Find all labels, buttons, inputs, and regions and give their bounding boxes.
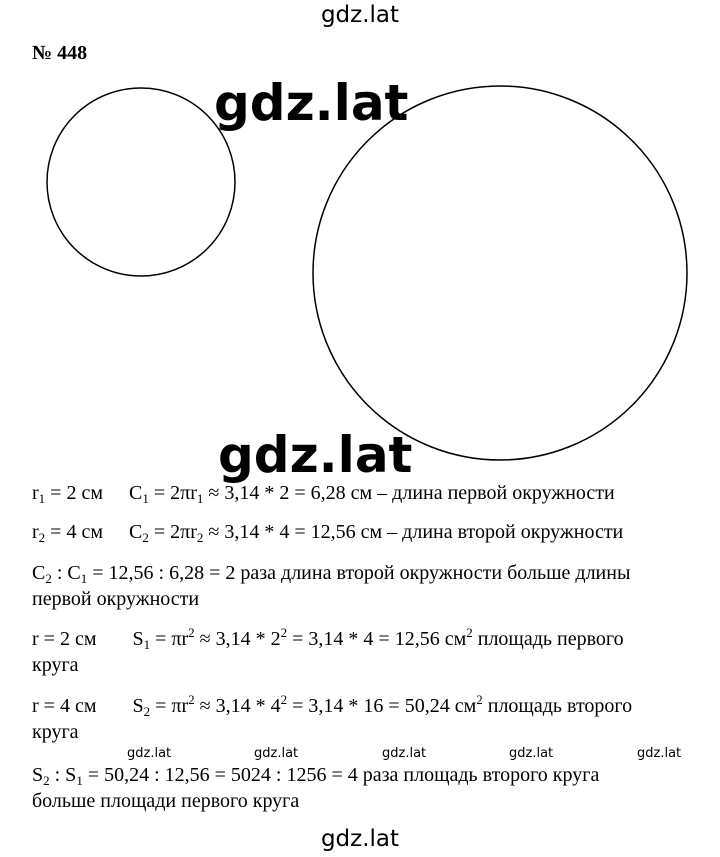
solution-line-3: $C_2$ : $C_1 = 12,56$ : 6,28 = 2 раза длина второй окружности больше длины [32,562,631,586]
solution-line-2: $r_2 = 4$ см $C_2 = 2\pi r_2 \approx 3,14 * 4 = 12,56$ см – длина второй окружности [32,521,624,545]
solution-line-6-cont: больше площади первого круга [32,790,300,812]
solution-line-6: $S_2$ : $S_1 = 50,24$ : 12,56 = 5024 : 1256 = 4 раза площадь второго круга [32,764,600,788]
solution-line-1: $r_1 = 2$ см $C_1 = 2\pi r_1 \approx 3,14 * 2 = 6,28$ см – длина первой окружности [32,482,615,506]
solution-line-5: r = 4 см $S_2 = \pi r^2 \approx 3,14 * 4^2 = 3,14 * 16 = 50,24$ $см^2$ площадь второго [32,692,633,719]
watermark-small: gdz.lat [127,746,172,761]
watermark-small: gdz.lat [254,746,299,761]
large-circle [313,86,687,460]
watermark-bottom: gdz.lat [320,826,400,852]
solution-line-4-cont: круга [32,654,79,676]
watermark-small: gdz.lat [509,746,554,761]
watermark-small: gdz.lat [637,746,682,761]
solution-line-4: r = 2 см $S_1 = \pi r^2 \approx 3,14 * 2^2 = 3,14 * 4 = 12,56$ $см^2$ площадь первого [32,625,624,652]
watermark-top: gdz.lat [320,2,400,28]
watermark-large: gdz.lat [218,426,413,484]
small-circle [47,88,235,276]
watermark-small: gdz.lat [382,746,427,761]
solution-line-3-cont: первой окружности [32,588,200,610]
solution-line-5-cont: круга [32,721,79,743]
problem-number: № 448 [32,42,88,64]
watermark-large: gdz.lat [214,74,409,132]
